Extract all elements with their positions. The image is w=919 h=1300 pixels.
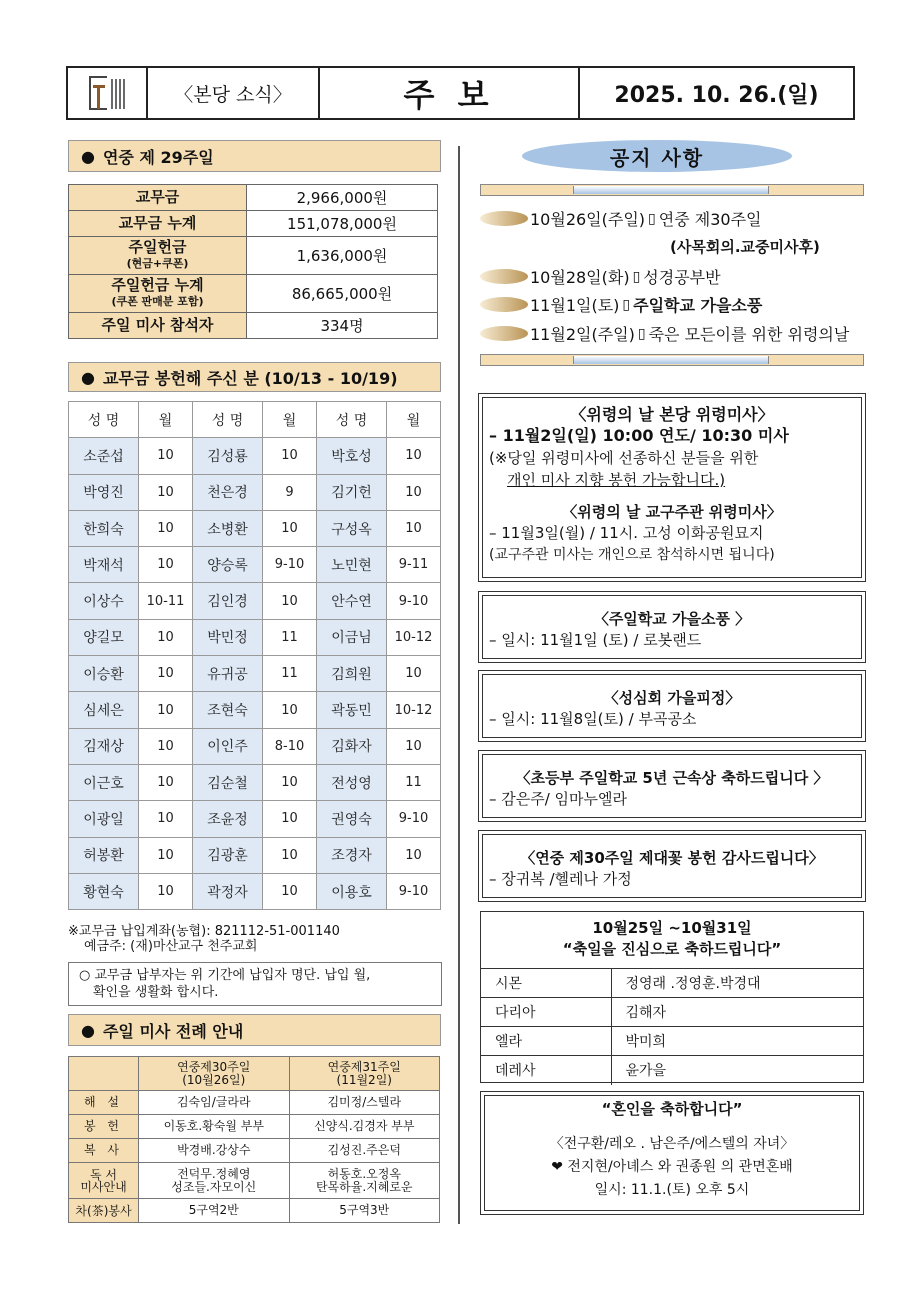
- bullet-icon: ●: [81, 1020, 95, 1040]
- donor-name: 소병환: [193, 510, 263, 546]
- donor-name: 김재상: [69, 728, 139, 764]
- notice-date: 10월28일(화): [530, 268, 630, 287]
- donor-name: 황현숙: [69, 873, 139, 909]
- liturgy-table: [68, 1056, 440, 1223]
- donor-name: 이인주: [193, 728, 263, 764]
- donor-row: [69, 619, 441, 655]
- donor-name: 이근호: [69, 764, 139, 800]
- donor-name: 김인경: [193, 583, 263, 619]
- liturgy-row: [69, 1115, 440, 1139]
- liturgy-row: [69, 1163, 440, 1199]
- donor-name: 소준섭: [69, 438, 139, 474]
- liturgy-col-date: (11월2일): [336, 1072, 392, 1087]
- donor-name: 이용호: [317, 873, 387, 909]
- memorial-mass-inner: [482, 397, 862, 578]
- notice-date: 10월26일(주일): [530, 210, 646, 229]
- stat-row: [69, 211, 438, 237]
- donor-table-header: [69, 402, 441, 438]
- donor-row: [69, 510, 441, 546]
- donor-month: 10: [387, 656, 441, 692]
- liturgy-role: 미사안내: [80, 1179, 127, 1194]
- donor-month: 10: [139, 656, 193, 692]
- donor-name: 조경자: [317, 837, 387, 873]
- col-header-month: 월: [387, 402, 441, 438]
- donor-month: 9-10: [387, 873, 441, 909]
- donor-month: 9-10: [387, 583, 441, 619]
- donor-name: 곽정자: [193, 873, 263, 909]
- donor-name: 권영숙: [317, 801, 387, 837]
- feast-row: [481, 1056, 863, 1085]
- flowers-inner: [482, 834, 862, 898]
- stat-row: [69, 275, 438, 313]
- donor-month: 10: [263, 438, 317, 474]
- liturgy-cell: [139, 1163, 290, 1199]
- donor-month: 10: [387, 837, 441, 873]
- donor-name: 김광훈: [193, 837, 263, 873]
- liturgy-cell-line: 탄목하율.지혜로운: [315, 1179, 413, 1194]
- celebrant-names: 박미희: [611, 1027, 863, 1056]
- donor-month: 10: [139, 801, 193, 837]
- payment-note-text: 확인을 생활화 합시다.: [93, 985, 219, 1000]
- col-header-name: 성 명: [69, 402, 139, 438]
- col-header-month: 월: [139, 402, 193, 438]
- donor-month: 10: [263, 801, 317, 837]
- donor-name: 천은경: [193, 474, 263, 510]
- notice-rail-bottom: [480, 354, 864, 366]
- feast-day-title: [481, 912, 863, 968]
- donor-row: [69, 692, 441, 728]
- stat-label-sub: (쿠폰 판매분 포함): [111, 295, 204, 308]
- stat-label-sub: (현금+쿠폰): [126, 257, 189, 270]
- award-inner: [482, 754, 862, 818]
- donor-name: 김성룡: [193, 438, 263, 474]
- liturgy-role: 차(茶)봉사: [69, 1199, 139, 1223]
- account-info: [68, 924, 340, 954]
- donor-month: 9-10: [387, 801, 441, 837]
- retreat-title: 〈성심회 가을피정〉: [603, 689, 741, 707]
- donor-month: 9-10: [263, 547, 317, 583]
- notice-bullet-icon: [480, 297, 528, 312]
- liturgy-cell: 5구역3반: [289, 1199, 440, 1223]
- feast-row: [481, 1027, 863, 1056]
- liturgy-cell-line: 허동호.오정옥: [327, 1166, 401, 1181]
- donor-month: 10: [263, 692, 317, 728]
- payment-note: [68, 962, 442, 1006]
- award-title: 〈초등부 주일학교 5년 근속상 축하드립니다 〉: [515, 769, 829, 787]
- liturgy-col-31: [289, 1057, 440, 1091]
- notice-date: 11월2일(주일): [530, 325, 635, 344]
- wedding-line: 일시: 11.1.(토) 오후 5시: [594, 1182, 750, 1198]
- donor-name: 박호성: [317, 438, 387, 474]
- donor-month: 10: [139, 837, 193, 873]
- retreat-box: [478, 670, 866, 742]
- stat-value: 1,636,000원: [247, 237, 438, 275]
- separator-icon: ▯: [622, 296, 631, 313]
- liturgy-cell-line: 전덕무.정혜영: [177, 1166, 251, 1181]
- col-header-month: 월: [263, 402, 317, 438]
- donor-name: 양길모: [69, 619, 139, 655]
- wedding-box: [480, 1091, 864, 1215]
- donor-name: 조현숙: [193, 692, 263, 728]
- liturgy-role: 복 사: [69, 1139, 139, 1163]
- stat-row: [69, 237, 438, 275]
- donor-name: 박민정: [193, 619, 263, 655]
- donor-month: 11: [263, 619, 317, 655]
- donor-name: 김화자: [317, 728, 387, 764]
- notice-text: 죽은 모든이를 위한 위령의날: [648, 325, 850, 344]
- donor-name: 전성영: [317, 764, 387, 800]
- liturgy-title-bar: [68, 1014, 441, 1046]
- wedding-title: “혼인을 축하합니다”: [601, 1100, 743, 1118]
- wedding-line: ❤ 전지현/아녜스 와 권종원 의 관면혼배: [551, 1159, 793, 1175]
- donor-name: 곽동민: [317, 692, 387, 728]
- liturgy-role: 독 서: [90, 1167, 117, 1182]
- notice-bullet-icon: [480, 326, 528, 341]
- memorial-line: (교구주관 미사는 개인으로 참석하시면 됩니다): [489, 547, 775, 563]
- liturgy-col-date: (10월26일): [182, 1072, 246, 1087]
- saint-name: 다리아: [481, 998, 611, 1027]
- memorial-title: 〈위령의 날 본당 위령미사〉: [570, 405, 774, 424]
- donor-month: 10: [139, 510, 193, 546]
- liturgy-row: [69, 1139, 440, 1163]
- column-divider: [458, 146, 460, 1224]
- separator-icon: ▯: [637, 325, 646, 342]
- saint-name: 시몬: [481, 969, 611, 998]
- donor-name: 박영진: [69, 474, 139, 510]
- award-box: [478, 750, 866, 822]
- donor-name: 허봉환: [69, 837, 139, 873]
- stat-label: 교무금 누계: [69, 211, 247, 237]
- donor-name: 양승록: [193, 547, 263, 583]
- donor-row: [69, 656, 441, 692]
- donor-name: 안수연: [317, 583, 387, 619]
- donor-month: 10: [387, 510, 441, 546]
- stat-label: 주일 미사 참석자: [69, 313, 247, 339]
- notice-item: [480, 293, 762, 316]
- stat-value: 151,078,000원: [247, 211, 438, 237]
- donor-month: 10-12: [387, 619, 441, 655]
- wedding-line: 〈전구환/레오 . 남은주/에스텔의 자녀〉: [549, 1136, 795, 1152]
- liturgy-cell-line: 성조들.자모이신: [171, 1179, 257, 1194]
- circle-bullet-icon: ○: [79, 968, 95, 983]
- liturgy-role: 해 설: [69, 1091, 139, 1115]
- donor-name: 김순철: [193, 764, 263, 800]
- liturgy-cell: [289, 1163, 440, 1199]
- donor-table: [68, 401, 441, 910]
- stat-label: 주일헌금: [128, 238, 187, 256]
- donor-name: 이상수: [69, 583, 139, 619]
- picnic-inner: [482, 595, 862, 659]
- donor-month: 10: [263, 873, 317, 909]
- feast-row: [481, 998, 863, 1027]
- liturgy-cell: 이동호.황숙월 부부: [139, 1115, 290, 1139]
- memorial-line: – 11월2일(일) 10:00 연도/ 10:30 미사: [489, 426, 789, 445]
- donor-month: 10-11: [139, 583, 193, 619]
- donor-month: 10: [139, 873, 193, 909]
- celebrant-names: 김해자: [611, 998, 863, 1027]
- liturgy-col-title: 연중제31주일: [327, 1059, 401, 1074]
- donors-title-bar: [68, 362, 441, 392]
- payment-note-line: [79, 967, 431, 984]
- donor-month: 8-10: [263, 728, 317, 764]
- donor-month: 9: [263, 474, 317, 510]
- wedding-inner: [484, 1095, 860, 1211]
- donor-month: 11: [387, 764, 441, 800]
- donor-row: [69, 873, 441, 909]
- donor-name: 한희숙: [69, 510, 139, 546]
- notice-date: 11월1일(토): [530, 296, 620, 315]
- liturgy-cell: 김미정/스텔라: [289, 1091, 440, 1115]
- retreat-inner: [482, 674, 862, 738]
- memorial-line: (※당일 위령미사에 선종하신 분들을 위한: [489, 449, 759, 467]
- liturgy-title: 주일 미사 전례 안내: [102, 1021, 244, 1041]
- cross-logo-icon: [87, 73, 127, 113]
- donor-month: 10: [387, 728, 441, 764]
- donor-name: 이광일: [69, 801, 139, 837]
- notices-title: 공지 사항: [522, 140, 792, 172]
- stat-label: 주일헌금 누계: [111, 276, 204, 294]
- saint-name: 데레사: [481, 1056, 611, 1085]
- stat-value: 334명: [247, 313, 438, 339]
- liturgy-cell: 신양식.김경자 부부: [289, 1115, 440, 1139]
- notice-text: 주일학교 가을소풍: [633, 296, 763, 315]
- saint-name: 엘라: [481, 1027, 611, 1056]
- donor-row: [69, 583, 441, 619]
- week-title-bar: [68, 140, 441, 172]
- donors-title: 교무금 봉헌해 주신 분 (10/13 - 10/19): [102, 368, 398, 388]
- parish-logo: [68, 68, 148, 118]
- donor-name: 유귀공: [193, 656, 263, 692]
- stat-label: 교무금: [69, 185, 247, 211]
- col-header-name: 성 명: [193, 402, 263, 438]
- retreat-line: – 일시: 11월8일(토) / 부곡공소: [489, 710, 697, 728]
- memorial-line: – 11월3일(월) / 11시. 고성 이화공원묘지: [489, 524, 764, 542]
- donor-row: [69, 547, 441, 583]
- separator-icon: ▯: [648, 210, 656, 227]
- payment-note-text: 교무금 납부자는 위 기간에 납입자 명단. 납입 월,: [94, 968, 371, 983]
- donor-name: 심세은: [69, 692, 139, 728]
- stat-label-group: [69, 237, 247, 275]
- liturgy-cell: 박경배.강상수: [139, 1139, 290, 1163]
- liturgy-header: [69, 1057, 440, 1091]
- donor-month: 10: [387, 474, 441, 510]
- donor-name: 조윤정: [193, 801, 263, 837]
- donor-row: [69, 837, 441, 873]
- donor-row: [69, 474, 441, 510]
- feast-day-box: [480, 911, 864, 1083]
- donor-month: 10: [263, 764, 317, 800]
- flowers-title: 〈연중 제30주일 제대꽃 봉헌 감사드립니다〉: [520, 849, 824, 867]
- notice-text: 성경공부반: [643, 268, 721, 287]
- donor-month: 10: [139, 764, 193, 800]
- flowers-line: – 장귀복 /헬레나 가정: [489, 870, 632, 888]
- liturgy-cell: 김성진.주은덕: [289, 1139, 440, 1163]
- bullet-icon: ●: [81, 146, 95, 166]
- notice-bullet-icon: [480, 269, 528, 284]
- donor-month: 11: [263, 656, 317, 692]
- memorial-line: 개인 미사 지향 봉헌 가능합니다.): [507, 471, 726, 489]
- liturgy-role-group: [69, 1163, 139, 1199]
- account-line: ※교무금 납입계좌(농협): 821112-51-001140: [68, 924, 340, 939]
- bulletin-date: 2025. 10. 26.(일): [614, 82, 819, 108]
- donor-name: 노민현: [317, 547, 387, 583]
- donor-row: [69, 764, 441, 800]
- stat-value: 86,665,000원: [247, 275, 438, 313]
- notice-item: [480, 265, 721, 288]
- donor-row: [69, 801, 441, 837]
- donor-month: 10: [387, 438, 441, 474]
- donor-month: 10: [263, 583, 317, 619]
- col-header-name: 성 명: [317, 402, 387, 438]
- liturgy-cell: 5구역2반: [139, 1199, 290, 1223]
- stat-value: 2,966,000원: [247, 185, 438, 211]
- header-section-label: 〈본당 소식〉: [148, 68, 320, 118]
- award-line: – 감은주/ 임마누엘라: [489, 790, 628, 808]
- notice-rail-top: [480, 184, 864, 196]
- stat-label-group: [69, 275, 247, 313]
- donor-rows: [69, 438, 441, 910]
- flowers-box: [478, 830, 866, 902]
- feast-day-table: [481, 968, 863, 1085]
- donor-month: 9-11: [387, 547, 441, 583]
- donor-name: 이승환: [69, 656, 139, 692]
- donor-month: 10: [139, 692, 193, 728]
- liturgy-row: [69, 1199, 440, 1223]
- notice-item: [480, 207, 761, 230]
- picnic-line: – 일시: 11월1일 (토) / 로봇랜드: [489, 631, 702, 649]
- liturgy-role: 봉 헌: [69, 1115, 139, 1139]
- liturgy-col-30: [139, 1057, 290, 1091]
- feast-day-range: 10월25일 ~10월31일: [592, 919, 752, 937]
- feast-row: [481, 969, 863, 998]
- donor-month: 10: [139, 438, 193, 474]
- donor-name: 구성옥: [317, 510, 387, 546]
- donor-month: 10-12: [387, 692, 441, 728]
- bullet-icon: ●: [81, 367, 95, 387]
- notice-bullet-icon: [480, 211, 528, 226]
- donor-month: 10: [263, 510, 317, 546]
- notice-text: 연중 제30주일: [658, 210, 762, 229]
- memorial-title-2: 〈위령의 날 교구주관 위령미사〉: [562, 503, 782, 521]
- donor-month: 10: [139, 547, 193, 583]
- donor-row: [69, 438, 441, 474]
- memorial-mass-box: [478, 393, 866, 582]
- donor-name: 박재석: [69, 547, 139, 583]
- liturgy-col-title: 연중제30주일: [177, 1059, 251, 1074]
- liturgy-corner: [69, 1057, 139, 1091]
- donor-month: 10: [139, 619, 193, 655]
- bulletin-title: 주 보: [320, 68, 580, 118]
- donor-row: [69, 728, 441, 764]
- notice-sub: (사목회의.교중미사후): [670, 238, 820, 256]
- account-holder: 예금주: (재)마산교구 천주교회: [84, 939, 258, 954]
- separator-icon: ▯: [632, 268, 641, 285]
- stat-row: [69, 185, 438, 211]
- donor-month: 10: [139, 474, 193, 510]
- bulletin-header: [66, 66, 855, 120]
- donor-name: 김기헌: [317, 474, 387, 510]
- picnic-title: 〈주일학교 가을소풍 〉: [593, 610, 751, 628]
- liturgy-row: [69, 1091, 440, 1115]
- donor-month: 10: [139, 728, 193, 764]
- picnic-box: [478, 591, 866, 663]
- celebrant-names: 윤가을: [611, 1056, 863, 1085]
- donor-name: 김희원: [317, 656, 387, 692]
- feast-day-message: “축일을 진심으로 축하드립니다”: [562, 940, 782, 958]
- donor-month: 10: [263, 837, 317, 873]
- offering-stats-table: [68, 184, 438, 339]
- notice-item: [480, 322, 849, 345]
- celebrant-names: 정영래 .정영훈.박경대: [611, 969, 863, 998]
- liturgy-cell: 김숙임/글라라: [139, 1091, 290, 1115]
- stat-row: [69, 313, 438, 339]
- donor-name: 이금님: [317, 619, 387, 655]
- week-title: 연중 제 29주일: [102, 147, 214, 167]
